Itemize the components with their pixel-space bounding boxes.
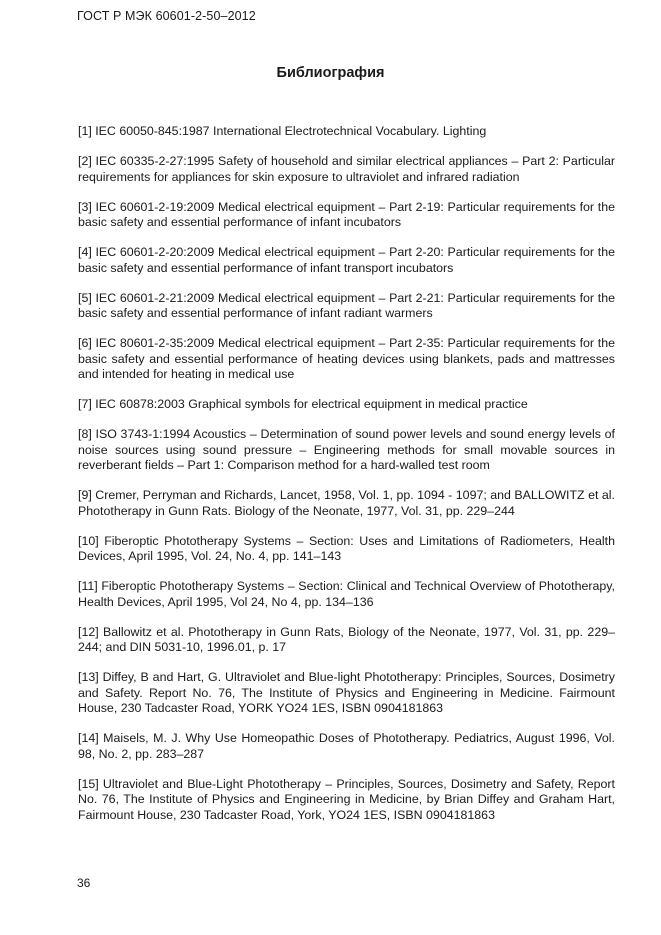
bibliography-entry-5: [5] IEC 60601-2-21:2009 Medical electrical equipment – Part 2-21: Particular requirements for the basic safety and essential performance of infant radiant warmers [78,290,615,320]
bibliography-entry-7: [7] IEC 60878:2003 Graphical symbols for electrical equipment in medical practice [78,397,528,411]
bibliography-entry-10: [10] Fiberoptic Phototherapy Systems – Section: Uses and Limitations of Radiometers, Health Devices, April 1995, Vol. 24, No. 4, pp. 141–143 [78,533,615,563]
bibliography-entry-1: [1] IEC 60050-845:1987 International Electrotechnical Vocabulary. Lighting [78,124,487,138]
page-number: 36 [77,876,91,890]
page-title: Библиография [276,65,385,81]
bibliography-entry-13: [13] Diffey, B and Hart, G. Ultraviolet and Blue-light Phototherapy: Principles, Sources, Dosimetry and Safety. Report No. 76, The Institute of Physics and Engineering in Medicine. Fairmount House, 230 Tadcaster Road, YORK YO24 1ES, ISBN 0904181863 [78,670,615,715]
bibliography-entry-9: [9] Cremer, Perryman and Richards, Lancet, 1958, Vol. 1, pp. 1094 - 1097; and BALLOWITZ et al. Phototherapy in Gunn Rats. Biology of the Neonate, 1977, Vol. 31, pp. 229–244 [78,488,615,518]
bibliography-entry-3: [3] IEC 60601-2-19:2009 Medical electrical equipment – Part 2-19: Particular requirements for the basic safety and essential performance of infant incubators [78,199,615,229]
bibliography-entry-2: [2] IEC 60335-2-27:1995 Safety of household and similar electrical appliances – Part 2: Particular requirements for appliances for skin exposure to ultraviolet and infrared radiation [78,154,615,184]
bibliography-entry-11: [11] Fiberoptic Phototherapy Systems – Section: Clinical and Technical Overview of Phototherapy, Health Devices, April 1995, Vol 24, No 4, pp. 134–136 [78,579,615,609]
bibliography-entry-4: [4] IEC 60601-2-20:2009 Medical electrical equipment – Part 2-20: Particular requirements for the basic safety and essential performance of infant transport incubators [78,245,615,275]
bibliography-entry-15: [15] Ultraviolet and Blue-Light Phototherapy – Principles, Sources, Dosimetry and Safety, Report No. 76, The Institute of Physics and Engineering in Medicine, by Brian Diffey and Graham Hart, Fairmount House, 230 Tadcaster Road, York, YO24 1ES, ISBN 0904181863 [78,776,615,822]
bibliography-entry-6: [6] IEC 80601-2-35:2009 Medical electrical equipment – Part 2-35: Particular requirements for the basic safety and essential performance of heating devices using blankets, pads and mattresses and intended for heating in medical use [78,336,615,381]
bibliography-entry-12: [12] Ballowitz et al. Phototherapy in Gunn Rats, Biology of the Neonate, 1977, Vol. 31, pp. 229–244; and DIN 5031-10, 1996.01, p. 17 [78,624,615,654]
bibliography-entry-8: [8] ISO 3743-1:1994 Acoustics – Determination of sound power levels and sound energy levels of noise sources using sound pressure – Engineering methods for small movable sources in reverberant fields – Part 1: Comparison method for a hard-walled test room [78,427,615,472]
bibliography-entry-14: [14] Maisels, M. J. Why Use Homeopathic Doses of Phototherapy. Pediatrics, August 1996, Vol. 98, No. 2, pp. 283–287 [78,731,615,761]
bibliography-list [78,124,615,838]
document-code-header: ГОСТ Р МЭК 60601-2-50–2012 [77,9,256,23]
